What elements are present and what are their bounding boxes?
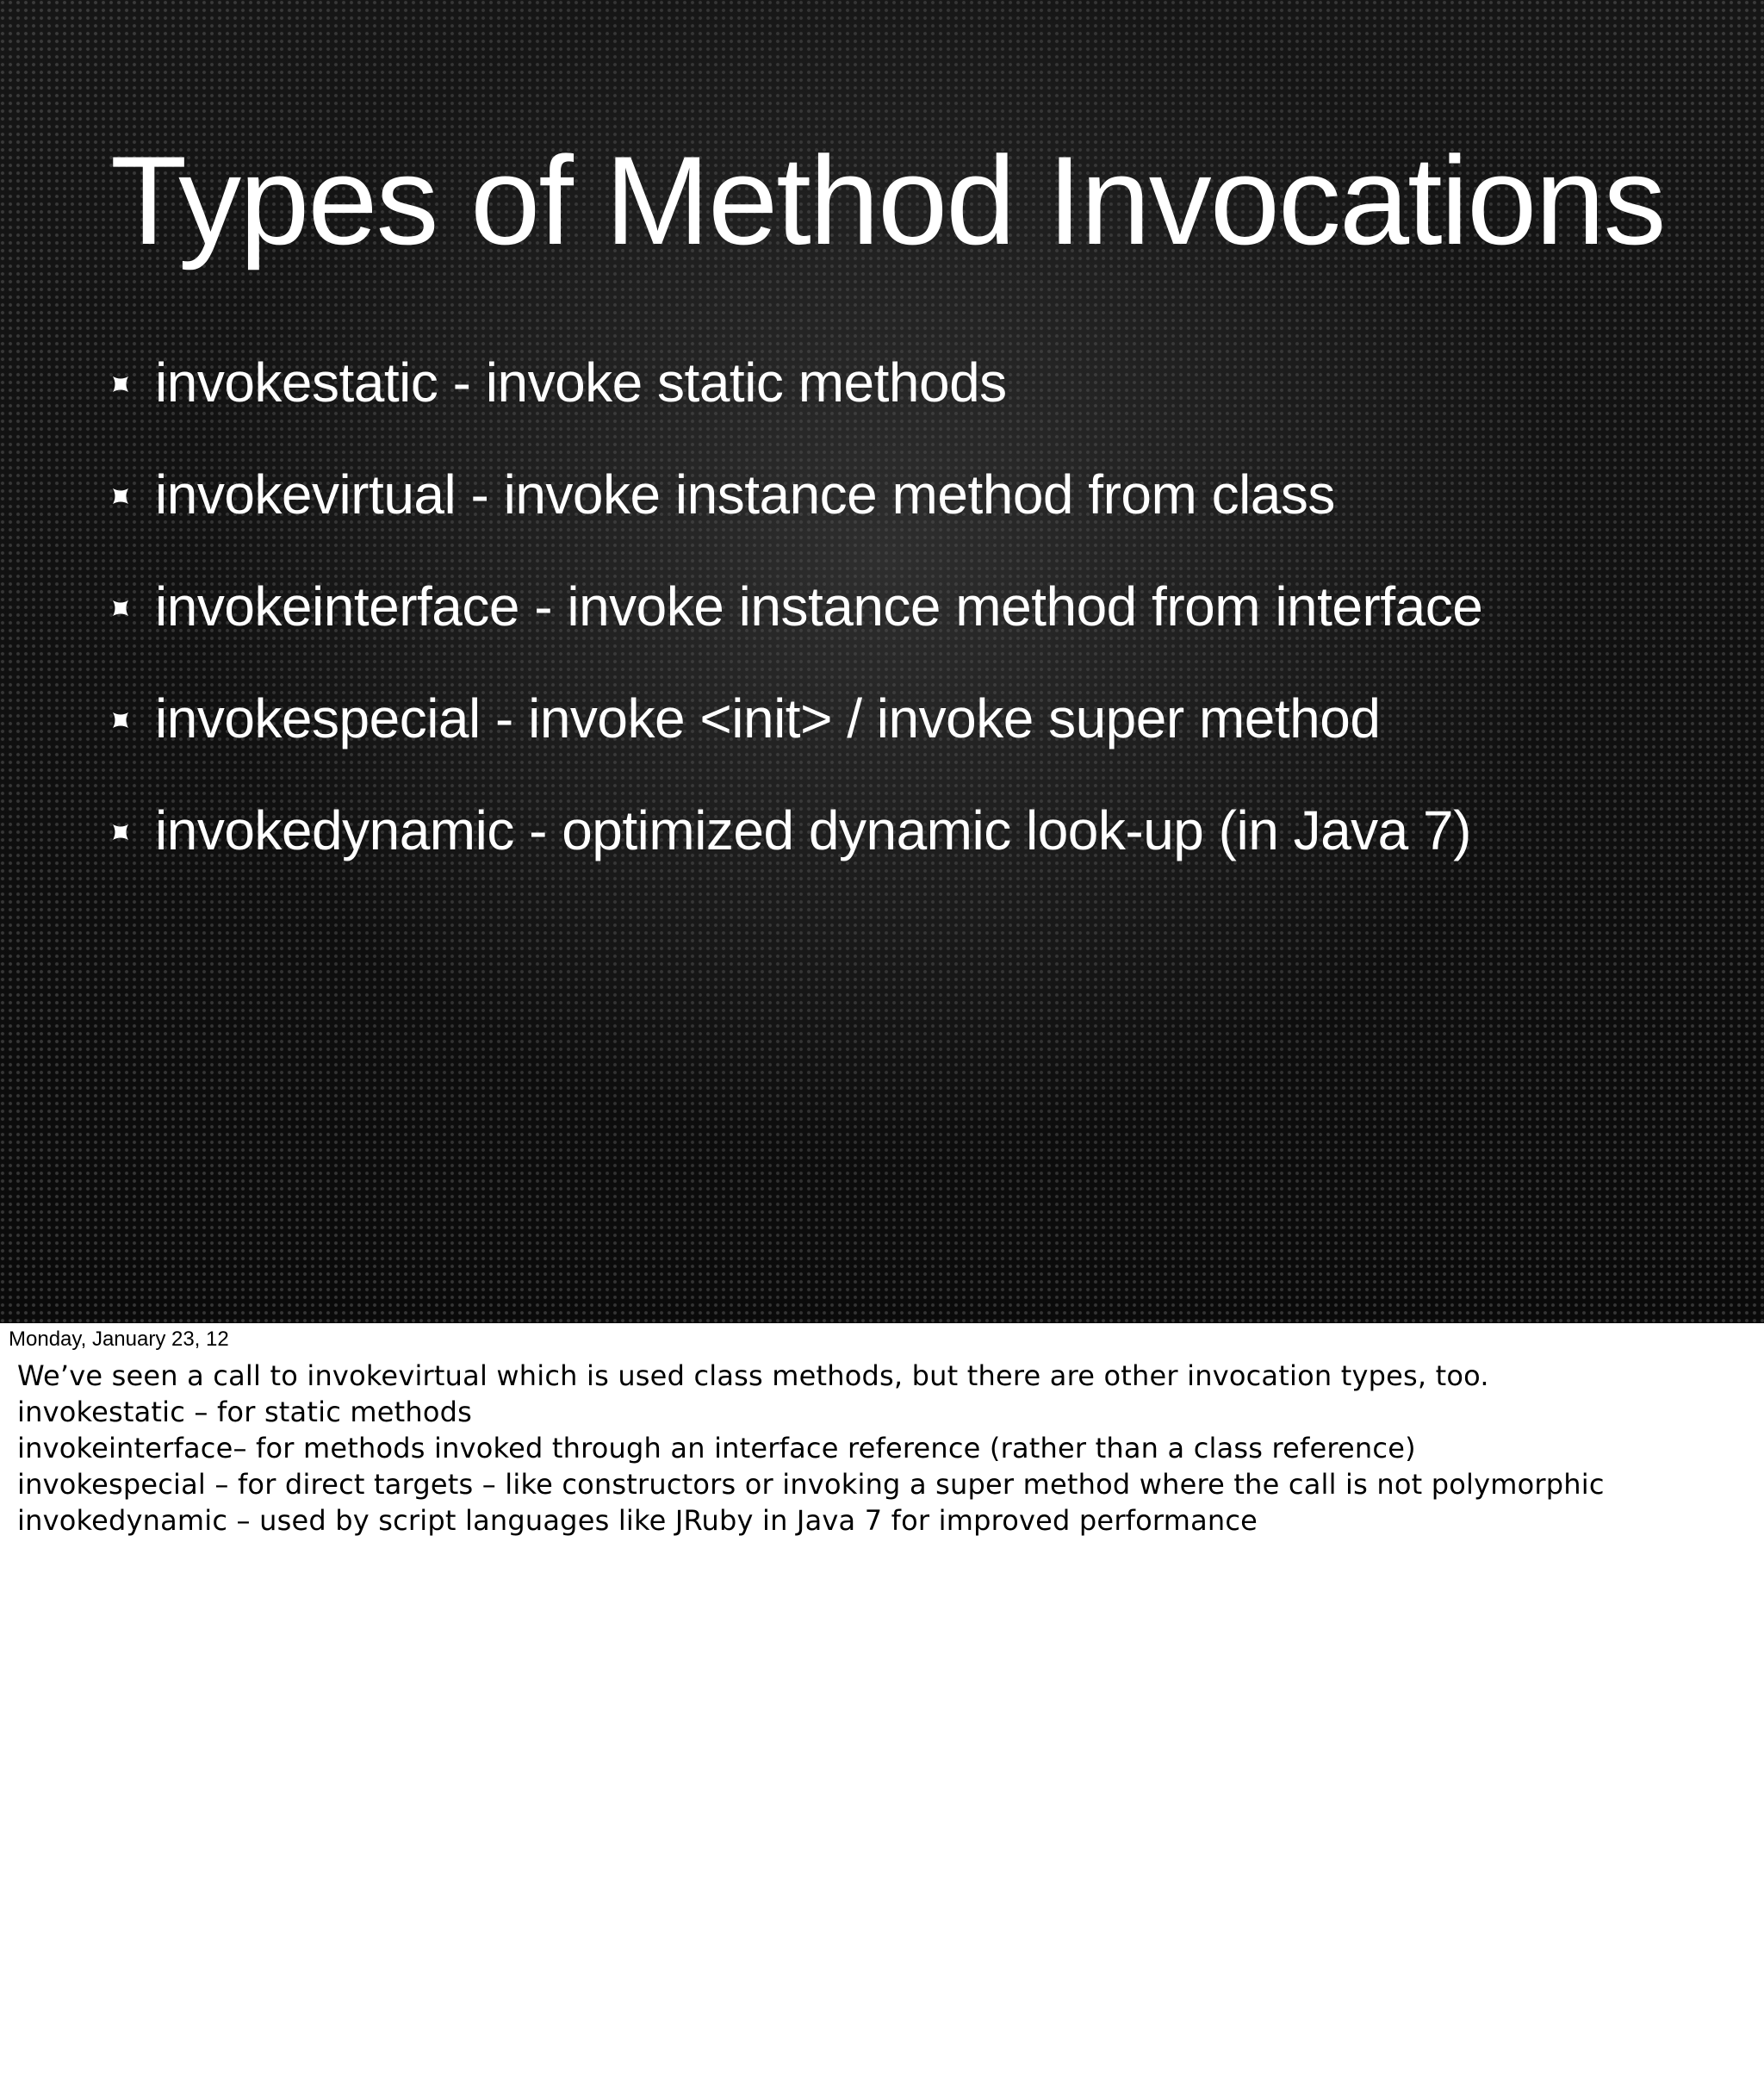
slide-title: Types of Method Invocations — [110, 130, 1665, 270]
note-line: We’ve seen a call to invokevirtual which is used class methods, but there are other invocation types, too. — [17, 1359, 1489, 1392]
speaker-notes — [17, 1358, 1605, 1539]
bullet-icon — [110, 598, 131, 619]
bullet-icon — [110, 710, 131, 731]
bullet-text: invokestatic - invoke static methods — [155, 351, 1007, 413]
note-line: invokespecial – for direct targets – like constructors or invoking a super method where the call is not polymorphic — [17, 1468, 1605, 1501]
bullet-icon — [110, 486, 131, 507]
note-line: invokedynamic – used by script languages like JRuby in Java 7 for improved performance — [17, 1504, 1258, 1537]
note-line: invokeinterface– for methods invoked through an interface reference (rather than a class reference) — [17, 1432, 1416, 1464]
bullet-icon — [110, 374, 131, 395]
bullet-icon — [110, 822, 131, 843]
notes-date: Monday, January 23, 12 — [9, 1328, 229, 1351]
bullet-text: invokespecial - invoke <init> / invoke super method — [155, 687, 1381, 749]
bullet-text: invokedynamic - optimized dynamic look-up (in Java 7) — [155, 799, 1471, 861]
bullet-text: invokevirtual - invoke instance method from class — [155, 463, 1335, 525]
note-line: invokestatic – for static methods — [17, 1396, 473, 1428]
bullet-text: invokeinterface - invoke instance method from interface — [155, 575, 1483, 637]
